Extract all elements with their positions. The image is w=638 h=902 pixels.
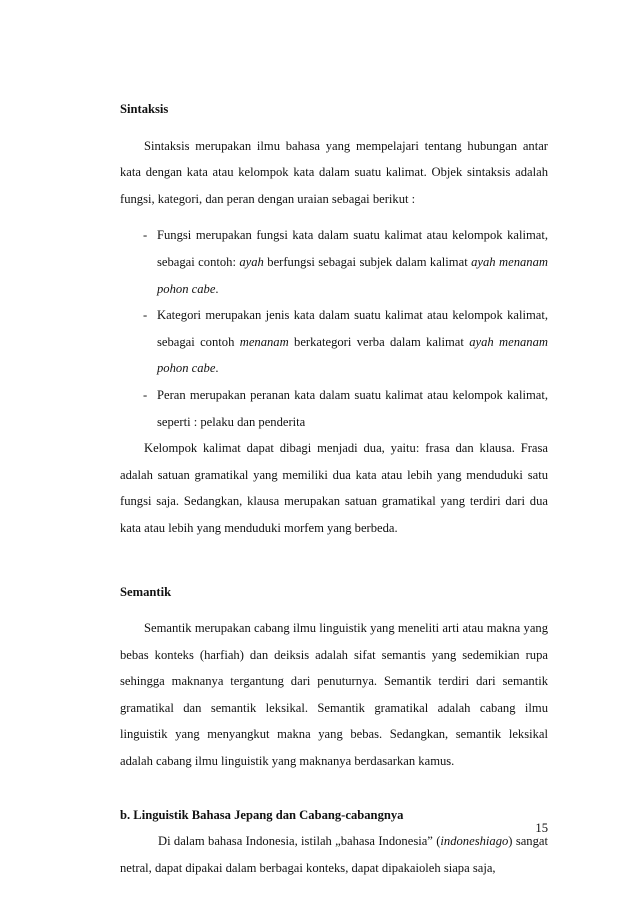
list-item-italic-example: ayah menanam pohon cabe	[157, 254, 548, 296]
list-item-text: Kategori merupakan jenis kata dalam suatu kalimat atau kelompok kalimat, sebagai contoh	[157, 308, 548, 349]
sintaksis-list	[120, 222, 548, 435]
list-dash: -	[143, 387, 148, 402]
paragraph-text: ) sangat netral, dapat dipakai dalam berbagai konteks, dapat dipakaioleh siapa saja,	[120, 834, 548, 875]
sintaksis-closing-paragraph: Kelompok kalimat dapat dibagi menjadi dua, yaitu: frasa dan klausa. Frasa adalah satuan gramatikal yang memiliki dua kata atau lebih yang menduduki satu fungsi saja. Sedangkan, klausa merupakan satuan gramatikal yang terdiri dari dua kata atau lebih yang menduduki morfem yang berbeda.	[120, 441, 548, 535]
semantik-paragraph: Semantik merupakan cabang ilmu linguistik yang meneliti arti atau makna yang bebas konteks (harfiah) dan deiksis adalah sifat semantis yang sedemikian rupa sehingga maknanya tergantung dari penuturnya. Semantik terdiri dari semantik gramatikal dan semantik leksikal. Semantik gramatikal adalah cabang ilmu linguistik yang menyangkut makna yang bebas. Sedangkan, semantik leksikal adalah cabang ilmu linguistik yang maknanya berdasarkan kamus.	[120, 621, 548, 769]
list-dash: -	[143, 228, 148, 243]
page-content	[120, 96, 548, 881]
list-item-italic-term: menanam	[239, 334, 289, 349]
spacer	[120, 542, 548, 569]
list-item-text: .	[215, 281, 219, 296]
italic-term: indoneshiago	[440, 834, 509, 849]
heading-linguistik-jepang: b. Linguistik Bahasa Jepang dan Cabang-cabangnya	[120, 807, 404, 822]
list-dash: -	[143, 308, 148, 323]
list-item-fungsi	[120, 222, 548, 302]
list-item-kategori	[120, 302, 548, 382]
spacer	[120, 212, 548, 222]
list-item-text: .	[215, 361, 219, 376]
linguistik-jepang-paragraph	[120, 828, 548, 881]
spacer	[120, 123, 548, 133]
list-item-text: Fungsi merupakan fungsi kata dalam suatu kalimat atau kelompok kalimat, sebagai contoh:	[157, 228, 548, 269]
paragraph-text: Di dalam bahasa Indonesia, istilah „bahasa Indonesia” (	[158, 834, 441, 849]
heading-semantik: Semantik	[120, 584, 172, 599]
list-item-italic-example: ayah menanam pohon cabe	[157, 334, 548, 376]
heading-sintaksis: Sintaksis	[120, 102, 169, 116]
list-item-peran	[120, 382, 548, 435]
sintaksis-intro-paragraph: Sintaksis merupakan ilmu bahasa yang mempelajari tentang hubungan antar kata dengan kata atau kelompok kata dalam suatu kalimat. Objek sintaksis adalah fungsi, kategori, dan peran dengan uraian sebagai berikut :	[120, 138, 548, 206]
page-number: 15	[535, 821, 548, 835]
list-item-text: berfungsi sebagai subjek dalam kalimat	[263, 254, 472, 269]
list-item-text: Peran merupakan peranan kata dalam suatu kalimat atau kelompok kalimat, seperti : pelaku dan penderita	[157, 387, 548, 429]
spacer	[120, 569, 548, 579]
list-item-text: berkategori verba dalam kalimat	[288, 334, 470, 349]
list-item-italic-term: ayah	[239, 254, 264, 269]
spacer	[120, 775, 548, 802]
spacer	[120, 605, 548, 615]
